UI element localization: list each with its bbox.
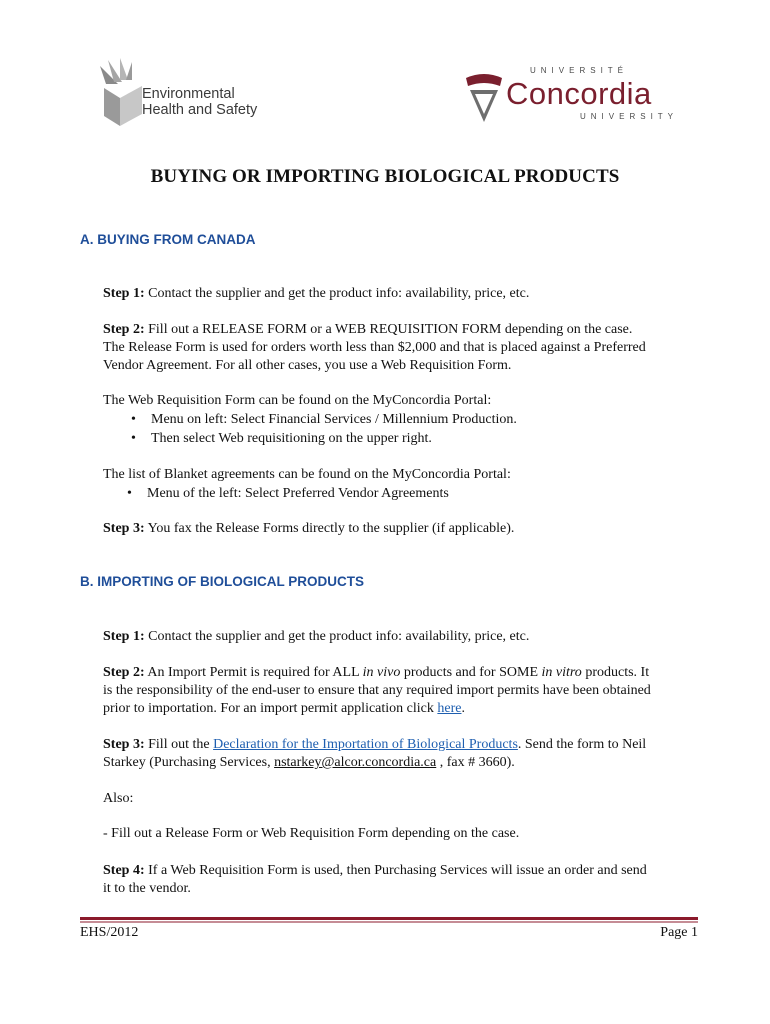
step-text: Fill out the xyxy=(144,737,214,752)
step-text: Starkey (Purchasing Services, xyxy=(103,755,275,770)
step-label: Step 1: xyxy=(103,629,145,644)
step-text: Contact the supplier and get the product info: availability, price, etc. xyxy=(144,629,530,644)
section-a-step2 xyxy=(103,321,703,375)
step-text-line: Vendor Agreement. For all other cases, you use a Web Requisition Form. xyxy=(103,358,512,373)
footer-divider xyxy=(80,917,698,923)
section-b-step1 xyxy=(103,628,703,646)
step-label: Step 3: xyxy=(103,521,145,536)
blanket-intro: The list of Blanket agreements can be found on the MyConcordia Portal: xyxy=(103,467,511,482)
step-label: Step 3: xyxy=(103,737,145,752)
concordia-logo-bottom: UNIVERSITY xyxy=(580,112,679,121)
ehs-logo-text xyxy=(142,86,257,118)
footer-page-number: Page 1 xyxy=(660,925,698,940)
step-text: products and for SOME xyxy=(400,665,542,680)
web-req-bullet-list xyxy=(103,410,703,448)
footer-doc-code: EHS/2012 xyxy=(80,925,139,940)
section-a-heading: A. BUYING FROM CANADA xyxy=(80,232,256,247)
step-text: . xyxy=(461,701,465,716)
concordia-logo-name: Concordia xyxy=(506,76,652,111)
step-text: An Import Permit is required for ALL xyxy=(144,665,363,680)
web-req-intro: The Web Requisition Form can be found on the MyConcordia Portal: xyxy=(103,393,492,408)
section-a-step1 xyxy=(103,285,703,303)
concordia-shield-icon xyxy=(462,70,506,126)
in-vivo-term: in vivo xyxy=(362,665,401,680)
list-item: • Then select Web requisitioning on the upper right. xyxy=(103,429,703,448)
list-item: • Menu on left: Select Financial Services / Millennium Production. xyxy=(103,410,703,429)
step-text: products. It xyxy=(581,665,650,680)
import-permit-link[interactable]: here xyxy=(437,701,462,716)
step-text: , fax # 3660). xyxy=(436,755,515,770)
list-item: • Menu of the left: Select Preferred Vendor Agreements xyxy=(103,484,703,503)
section-b-step4 xyxy=(103,862,703,898)
declaration-form-link[interactable]: Declaration for the Importation of Biological Products xyxy=(213,737,518,752)
step-text: Contact the supplier and get the product info: availability, price, etc. xyxy=(144,286,530,301)
fill-out-note: - Fill out a Release Form or Web Requisition Form depending on the case. xyxy=(103,826,520,841)
step-label: Step 1: xyxy=(103,286,145,301)
blanket-bullet-list xyxy=(103,484,703,503)
step-text: You fax the Release Forms directly to the supplier (if applicable). xyxy=(144,521,515,536)
step-text: . Send the form to Neil xyxy=(517,737,647,752)
ehs-logo xyxy=(98,58,273,128)
in-vitro-term: in vitro xyxy=(541,665,582,680)
section-a-step3 xyxy=(103,520,703,538)
also-label: Also: xyxy=(103,791,134,806)
document-title: BUYING OR IMPORTING BIOLOGICAL PRODUCTS xyxy=(150,166,620,187)
section-b-step2 xyxy=(103,664,703,718)
step-text-line: it to the vendor. xyxy=(103,881,191,896)
step-label: Step 4: xyxy=(103,863,145,878)
ehs-logo-line2: Health and Safety xyxy=(142,102,258,118)
step-text-line: is the responsibility of the end-user to ensure that any required import permits have been obtained xyxy=(103,683,651,698)
step-text: Fill out a RELEASE FORM or a WEB REQUISITION FORM depending on the case. xyxy=(144,322,633,337)
step-label: Step 2: xyxy=(103,322,145,337)
step-label: Step 2: xyxy=(103,665,145,680)
step-text-line: The Release Form is used for orders worth less than $2,000 and that is placed against a Preferred xyxy=(103,340,646,355)
step-text: prior to importation. For an import permit application click xyxy=(103,701,438,716)
ehs-logo-line1: Environmental xyxy=(142,86,235,102)
section-b-step3 xyxy=(103,736,703,772)
concordia-logo xyxy=(462,66,692,126)
section-b-heading: B. IMPORTING OF BIOLOGICAL PRODUCTS xyxy=(80,574,365,589)
step-text: If a Web Requisition Form is used, then Purchasing Services will issue an order and send xyxy=(144,863,647,878)
email-address[interactable]: nstarkey@alcor.concordia.ca xyxy=(274,755,437,770)
concordia-logo-top: UNIVERSITÉ xyxy=(530,66,629,75)
